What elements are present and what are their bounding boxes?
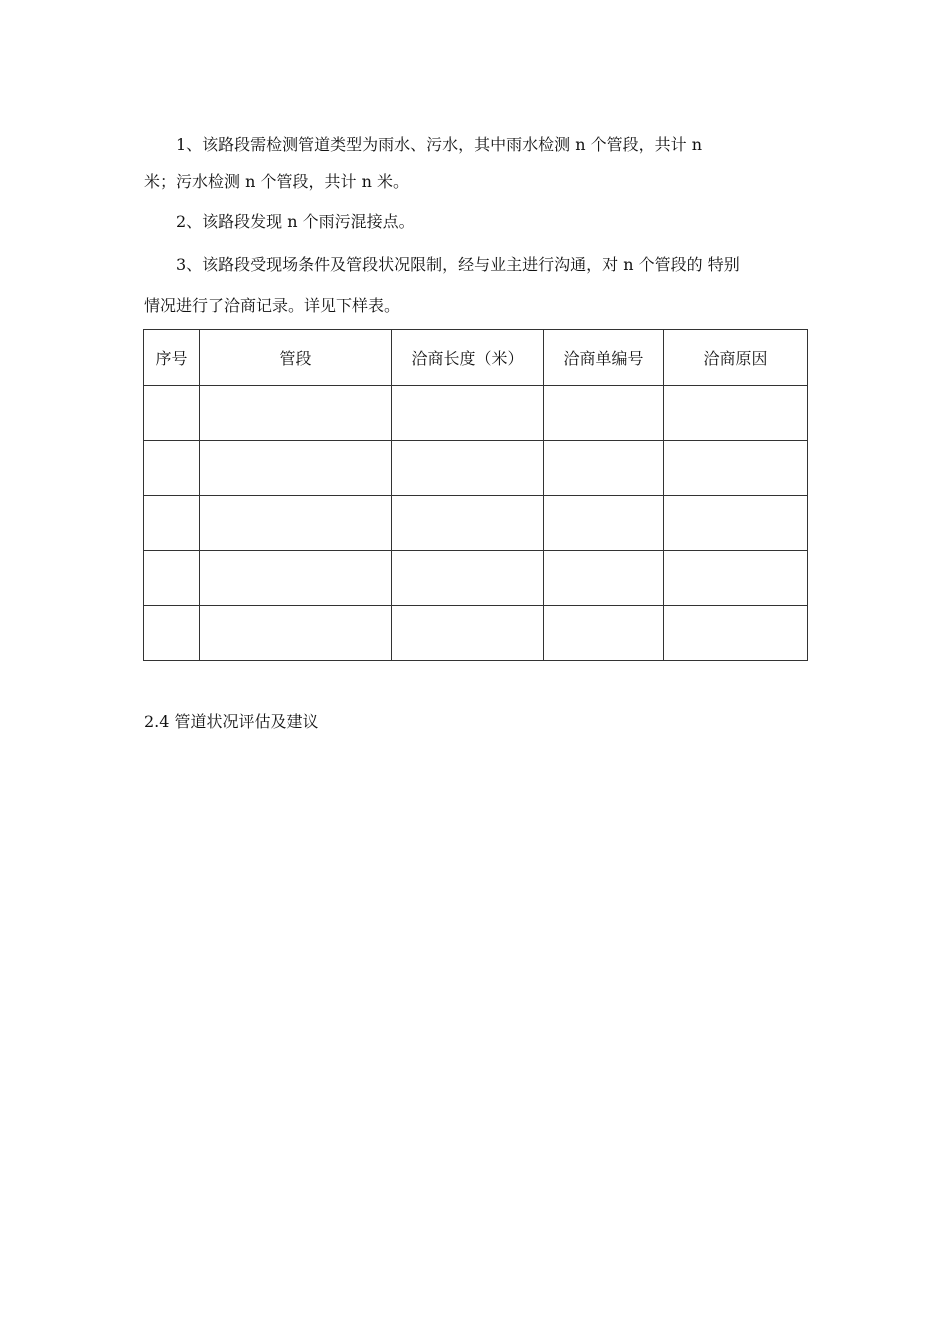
table-row: [144, 441, 808, 496]
table-cell: [392, 551, 544, 606]
table-cell: [544, 386, 664, 441]
header-serial-number: 序号: [144, 330, 200, 386]
table-cell: [392, 386, 544, 441]
header-negotiated-length: 洽商长度（米）: [392, 330, 544, 386]
table-cell: [664, 551, 808, 606]
table-cell: [544, 606, 664, 661]
table-cell: [144, 386, 200, 441]
table-cell: [200, 606, 392, 661]
table-cell: [200, 496, 392, 551]
table-cell: [664, 441, 808, 496]
table-cell: [144, 496, 200, 551]
paragraph-3-line-2: 情况进行了洽商记录。详见下样表。: [144, 296, 401, 315]
table-cell: [664, 496, 808, 551]
paragraph-3-line-1: 3、该路段受现场条件及管段状况限制，经与业主进行沟通，对 n 个管段的 特别: [176, 255, 740, 274]
negotiation-record-table: [143, 329, 808, 661]
table-cell: [200, 441, 392, 496]
table-cell: [144, 551, 200, 606]
table-cell: [544, 496, 664, 551]
paragraph-1-line-2: 米；污水检测 n 个管段，共计 n 米。: [144, 172, 409, 191]
table-cell: [200, 551, 392, 606]
table-cell: [664, 606, 808, 661]
table-cell: [392, 606, 544, 661]
table-cell: [144, 441, 200, 496]
table-cell: [200, 386, 392, 441]
table-row: [144, 496, 808, 551]
table-cell: [544, 441, 664, 496]
table-cell: [392, 496, 544, 551]
header-pipe-segment: 管段: [200, 330, 392, 386]
header-negotiation-sheet-number: 洽商单编号: [544, 330, 664, 386]
table-row: [144, 386, 808, 441]
header-negotiation-reason: 洽商原因: [664, 330, 808, 386]
table-cell: [392, 441, 544, 496]
table-cell: [544, 551, 664, 606]
section-heading: 2.4 管道状况评估及建议: [144, 712, 319, 731]
table-row: [144, 551, 808, 606]
paragraph-2: 2、该路段发现 n 个雨污混接点。: [176, 212, 415, 231]
table-row: [144, 606, 808, 661]
table-cell: [144, 606, 200, 661]
paragraph-1-line-1: 1、该路段需检测管道类型为雨水、污水，其中雨水检测 n 个管段，共计 n: [176, 135, 703, 154]
table-cell: [664, 386, 808, 441]
table-header-row: [144, 330, 808, 386]
